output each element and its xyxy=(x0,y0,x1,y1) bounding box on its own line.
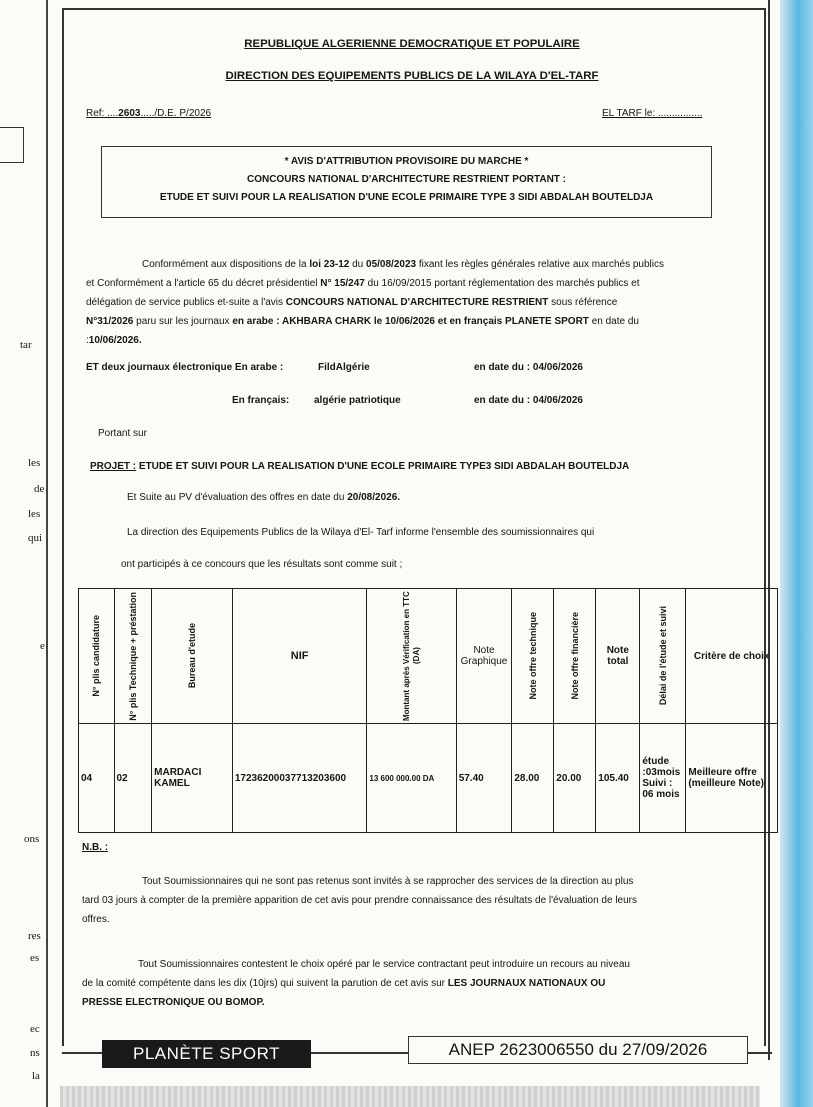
republic-title: REPUBLIQUE ALGERIENNE DEMOCRATIQUE ET POPULAIRE xyxy=(244,38,580,50)
portant-sur: Portant sur xyxy=(98,428,147,439)
table-row xyxy=(79,724,778,833)
prev-fragment: ns xyxy=(30,1047,40,1059)
info-line-2: ont participés à ce concours que les résultats sont comme suit ; xyxy=(121,559,403,570)
electronic-journal-fr-date: en date du : 04/06/2026 xyxy=(474,395,583,406)
prev-fragment: res xyxy=(28,930,41,942)
projet-line: PROJET : ETUDE ET SUIVI POUR LA REALISATION D'UNE ECOLE PRIMAIRE TYPE3 SIDI ABDALAH BOUTELDJA xyxy=(90,461,630,472)
col-header: Montant après Vérification en TTC (DA) xyxy=(367,589,456,724)
prev-fragment: ec xyxy=(30,1023,40,1035)
col-header: NIF xyxy=(232,589,367,724)
avis-box xyxy=(101,146,712,218)
prev-fragment: les xyxy=(28,508,41,520)
col-header: Bureau d'etude xyxy=(152,589,233,724)
col-header: Délai de l'étude et suivi xyxy=(640,589,686,724)
table-header-row xyxy=(79,589,778,724)
anep-reference: ANEP 2623006550 du 27/09/2026 xyxy=(408,1036,748,1064)
prev-fragment: es xyxy=(30,952,40,964)
col-header: N° plis candidature xyxy=(79,589,115,724)
info-line-1: La direction des Equipements Publics de la Wilaya d'El- Tarf informe l'ensemble des soumissionnaires qui xyxy=(127,527,595,538)
results-table xyxy=(78,588,778,833)
electronic-journal-fr: algérie patriotique xyxy=(314,395,401,406)
nb-label: N.B. : xyxy=(82,842,109,853)
pv-line: Et Suite au PV d'évaluation des offres en date du 20/08/2026. xyxy=(127,492,401,503)
scan-strip xyxy=(60,1086,760,1107)
col-header: Note total xyxy=(596,589,640,724)
avis-object: ETUDE ET SUIVI POUR LA REALISATION D'UNE ECOLE PRIMAIRE TYPE 3 SIDI ABDALAH BOUTELDJA xyxy=(159,192,654,203)
page-edge xyxy=(780,0,813,1107)
prev-fragment: la xyxy=(32,1070,40,1082)
cell-bureau: MARDACI KAMEL xyxy=(152,724,233,833)
reference: Ref: ....2603...../D.E. P/2026 xyxy=(86,108,212,119)
cell-nif: 17236200037713203600 xyxy=(232,724,367,833)
col-header: Note offre financière xyxy=(554,589,596,724)
prev-fragment: e xyxy=(40,640,45,652)
cell-critere: Meilleure offre (meilleure Note) xyxy=(686,724,778,833)
col-header: Note offre technique xyxy=(512,589,554,724)
nb-paragraph-1: Tout Soumissionnaires qui ne sont pas retenus sont invités à se rapprocher des services de la direction au plus tard 03 jours à compter de la première apparition de cet avis pour prendre connaissance des résultats de l'évaluation de leurs offres. xyxy=(82,876,638,925)
place-date: EL TARF le: ................ xyxy=(602,108,703,119)
legal-paragraph: Conformément aux dispositions de la loi 23-12 du 05/08/2023 fixant les règles générales relative aux marchés publics et Conformément a l'article 65 du décret présidentiel N° 15/247 du 16/09/2015 portant réglementation des marchés publics et délégation de service publics et-suite a l'avis CONCOURS NATIONAL D'ARCHITECTURE RESTRIENT sous référence N°31/2026 paru sur les journaux en arabe : AKHBARA CHARK le 10/06/2026 et en français PLANETE SPORT en date du :10/06/2026. xyxy=(86,259,664,346)
cell-plis: 04 xyxy=(79,724,115,833)
nb-paragraph-2: Tout Soumissionnaires contestent le choix opéré par le service contractant peut introduire un recours au niveau de la comité compétente dans les dix (10jrs) qui suivent la parution de cet avis sur LES JOURNAUX NATIONAUX OU PRESSE ELECTRONIQUE OU BOMOP. xyxy=(82,959,630,1008)
empty-box xyxy=(0,127,24,163)
cell-montant: 13 600 000.00 DA xyxy=(367,724,456,833)
prev-fragment: les xyxy=(28,457,41,469)
cell-plis-technique: 02 xyxy=(114,724,152,833)
electronic-journal-ar-date: en date du : 04/06/2026 xyxy=(474,362,583,373)
prev-fragment: ons xyxy=(24,833,40,845)
cell-delai: étude :03mois Suivi : 06 mois xyxy=(640,724,686,833)
col-header: Critère de choix xyxy=(686,589,778,724)
col-header: Note Graphique xyxy=(456,589,512,724)
column-rule xyxy=(768,0,770,1060)
cell-note-technique: 28.00 xyxy=(512,724,554,833)
cell-note-financiere: 20.00 xyxy=(554,724,596,833)
electronic-journals-label: ET deux journaux électronique En arabe : xyxy=(86,362,284,373)
prev-fragment: de xyxy=(34,483,45,495)
electronic-journal-fr-label: En français: xyxy=(232,395,290,406)
electronic-journal-ar: FildAlgérie xyxy=(318,362,370,373)
newspaper-name: PLANÈTE SPORT xyxy=(102,1040,311,1068)
prev-fragment: qui xyxy=(28,532,43,544)
cell-note-total: 105.40 xyxy=(596,724,640,833)
avis-title: * AVIS D'ATTRIBUTION PROVISOIRE DU MARCHE * xyxy=(284,156,529,167)
avis-subtitle: CONCOURS NATIONAL D'ARCHITECTURE RESTRIENT PORTANT : xyxy=(246,174,567,185)
prev-fragment: tar xyxy=(20,339,32,351)
cell-note-graphique: 57.40 xyxy=(456,724,512,833)
direction-title: DIRECTION DES EQUIPEMENTS PUBLICS DE LA WILAYA D'EL-TARF xyxy=(225,70,599,82)
col-header: N° plis Technique + préstation xyxy=(114,589,152,724)
